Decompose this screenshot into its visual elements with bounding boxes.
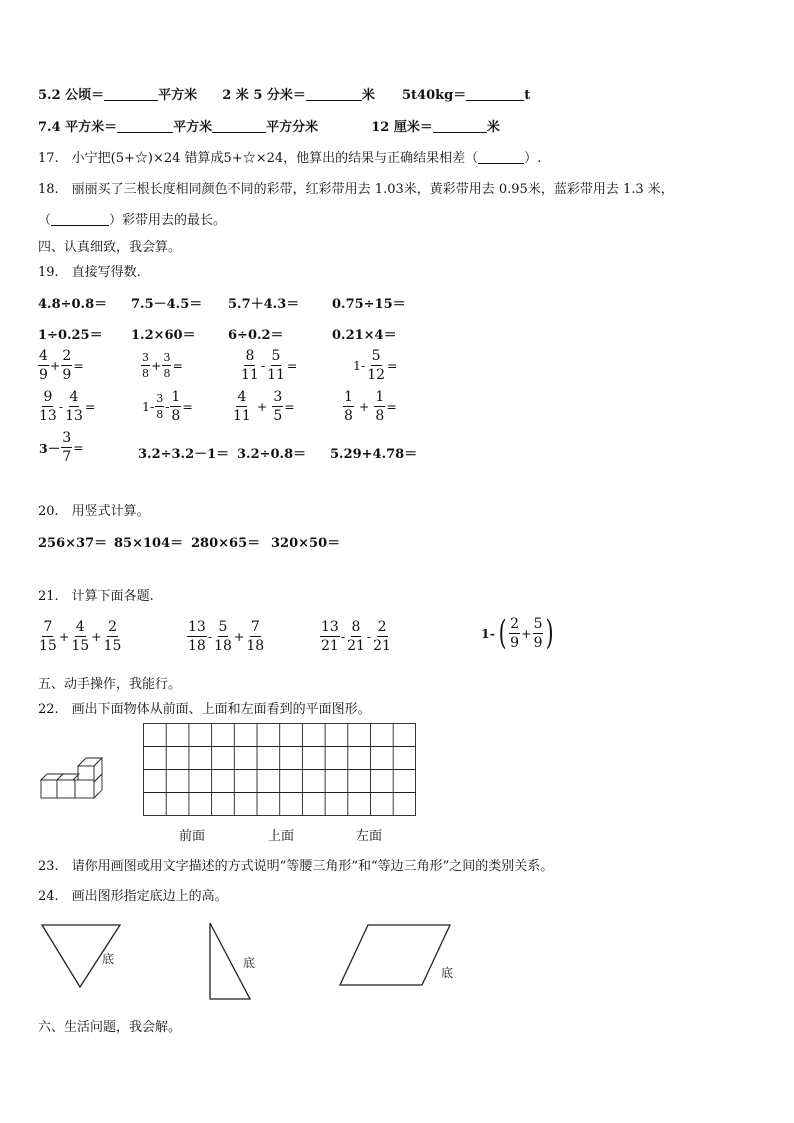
denominator: 11 xyxy=(267,367,285,383)
calc-item: 85×104＝ xyxy=(114,536,184,551)
operator: = xyxy=(172,358,183,373)
conversion-text: 5.2 公顷＝ xyxy=(38,88,105,103)
numerator: 1 xyxy=(375,389,385,405)
denominator: 13 xyxy=(39,408,57,424)
denominator: 8 xyxy=(375,408,385,424)
fraction xyxy=(272,390,283,423)
operator: - xyxy=(340,629,346,644)
denominator: 9 xyxy=(62,367,72,383)
question-18-line-1: 18. 丽丽买了三根长度相同颜色不同的彩带，红彩带用去 1.03米，黄彩带用去 0.95米，蓝彩带用去 1.3 米， xyxy=(38,182,674,197)
fraction xyxy=(533,617,544,650)
numerator: 13 xyxy=(321,619,339,635)
calc-item: 5.29+4.78＝ xyxy=(330,447,418,462)
denominator: 7 xyxy=(62,449,72,465)
denominator: 9 xyxy=(533,634,543,651)
answer-blank[interactable] xyxy=(104,87,158,101)
question-text: ）彩带用去的最长。 xyxy=(109,213,227,228)
operator: + xyxy=(151,358,162,373)
operator: - xyxy=(260,358,266,373)
numerator: 8 xyxy=(351,619,361,635)
operator: 1- xyxy=(353,358,366,373)
answer-blank[interactable] xyxy=(478,150,524,164)
numerator: 8 xyxy=(245,348,255,364)
numerator: 9 xyxy=(43,389,53,405)
denominator: 18 xyxy=(188,638,206,654)
answer-blank[interactable] xyxy=(51,212,109,226)
fraction xyxy=(187,620,207,653)
operator: 3－ xyxy=(39,440,61,456)
question-18-line-2 xyxy=(38,209,226,228)
question-text: ）. xyxy=(524,151,542,166)
numerator: 5 xyxy=(533,615,543,632)
section-heading-6: 六、生活问题，我会解。 xyxy=(38,1020,182,1035)
unit-text: 平方米 xyxy=(158,88,198,103)
conversion-text: 7.4 平方米＝ xyxy=(38,120,118,135)
denominator: 9 xyxy=(39,367,48,383)
fraction xyxy=(509,617,520,650)
question-text: （ xyxy=(38,213,52,228)
numerator: 4 xyxy=(69,389,79,405)
operator: = xyxy=(387,358,398,373)
view-label-left: 左面 xyxy=(356,829,383,844)
numerator: 5 xyxy=(371,348,381,364)
calc-item: 280×65＝ xyxy=(191,536,261,551)
fraction xyxy=(320,620,340,653)
numerator: 4 xyxy=(39,348,48,364)
denominator: 11 xyxy=(241,367,259,383)
parallelogram-shape xyxy=(340,925,450,985)
operator: + xyxy=(521,625,532,641)
numerator: 1 xyxy=(171,389,181,405)
fraction xyxy=(346,620,366,653)
calc-item: 256×37＝ xyxy=(38,536,108,551)
numerator: 4 xyxy=(75,619,85,635)
fraction-calc-item xyxy=(240,349,298,382)
fraction xyxy=(374,390,385,423)
answer-blank[interactable] xyxy=(306,87,362,101)
denominator: 21 xyxy=(347,638,365,654)
numerator: 7 xyxy=(43,619,53,635)
denominator: 8 xyxy=(163,367,171,380)
operator: = xyxy=(182,399,193,414)
operator: = xyxy=(284,399,295,414)
view-label-front: 前面 xyxy=(179,829,206,844)
unit-text: 平方分米 xyxy=(266,120,319,135)
numerator: 4 xyxy=(237,389,247,405)
numerator: 3 xyxy=(156,392,164,405)
denominator: 9 xyxy=(510,634,520,651)
fraction xyxy=(64,390,84,423)
numerator: 3 xyxy=(62,430,72,446)
calc-item: 0.21×4＝ xyxy=(332,328,397,343)
calc-item: 6÷0.2＝ xyxy=(228,328,284,343)
fraction xyxy=(155,393,164,420)
calc-item: 1÷0.25＝ xyxy=(38,328,103,343)
fraction-calc-item xyxy=(141,352,184,379)
unit-text: 米 xyxy=(486,120,500,135)
fraction-calc-item xyxy=(38,390,96,423)
operator: 1- xyxy=(142,399,155,414)
fraction xyxy=(141,352,150,379)
fraction xyxy=(266,349,286,382)
section-heading-5: 五、动手操作，我能行。 xyxy=(38,677,182,692)
numerator: 2 xyxy=(62,348,72,364)
question-24-title: 24. 画出图形指定底边上的高。 xyxy=(38,889,228,904)
operator: + xyxy=(91,629,102,644)
answer-blank[interactable] xyxy=(466,87,524,101)
denominator: 13 xyxy=(65,408,83,424)
denominator: 8 xyxy=(156,408,164,421)
fraction xyxy=(61,349,72,382)
operator: - xyxy=(58,399,64,414)
operator: ( xyxy=(498,613,507,653)
fraction-calc-item xyxy=(38,349,85,382)
fraction xyxy=(170,390,181,423)
operator: + xyxy=(233,629,245,644)
drawing-grid[interactable] xyxy=(143,723,417,817)
numerator: 3 xyxy=(142,351,149,364)
fraction-calc-item xyxy=(352,349,399,382)
section-heading-4: 四、认真细致，我会算。 xyxy=(38,240,182,255)
cube-stack-figure xyxy=(38,750,106,800)
numerator: 2 xyxy=(377,619,387,635)
fraction-calc-item xyxy=(232,390,296,423)
numerator: 2 xyxy=(510,615,520,632)
operator: = xyxy=(84,399,96,414)
operator: + xyxy=(58,629,70,644)
fraction-calc-item xyxy=(141,390,194,423)
unit-text: t xyxy=(524,88,531,103)
operator: - xyxy=(165,399,170,414)
operator: - xyxy=(207,629,213,644)
denominator: 11 xyxy=(233,408,251,424)
unit-text: 平方米 xyxy=(173,120,213,135)
fraction xyxy=(213,620,233,653)
fraction xyxy=(38,620,58,653)
calc-item: 1.2×60＝ xyxy=(131,328,196,343)
fraction xyxy=(38,390,58,423)
denominator: 15 xyxy=(71,638,90,654)
shapes-figure xyxy=(38,915,468,1005)
operator: - xyxy=(366,629,372,644)
denominator: 8 xyxy=(344,408,353,424)
answer-blank[interactable] xyxy=(117,119,173,133)
numerator: 1 xyxy=(344,389,353,405)
fraction xyxy=(366,349,386,382)
conversion-text: 5t40kg＝ xyxy=(401,88,467,103)
question-17 xyxy=(38,147,541,166)
calc-item: 3.2÷3.2－1＝ xyxy=(138,447,230,462)
question-text: 17. 小宁把(5+☆)×24 错算成5+☆×24，他算出的结果与正确结果相差（ xyxy=(38,151,479,166)
fraction xyxy=(103,620,123,653)
fraction xyxy=(61,431,72,464)
denominator: 8 xyxy=(142,367,149,380)
operator: 1- xyxy=(481,625,495,641)
operator: + xyxy=(256,399,268,414)
conversion-text: 2 米 5 分米＝ xyxy=(222,88,306,103)
operator: = xyxy=(386,399,397,414)
denominator: 12 xyxy=(367,367,386,383)
numerator: 13 xyxy=(188,619,206,635)
denominator: 5 xyxy=(273,408,283,424)
fraction-expression xyxy=(320,620,392,653)
denominator: 21 xyxy=(373,638,391,654)
numerator: 7 xyxy=(250,619,260,635)
answer-blank[interactable] xyxy=(212,119,266,133)
fraction xyxy=(232,390,252,423)
numerator: 3 xyxy=(163,351,171,364)
operator: = xyxy=(73,358,84,373)
fraction-expression xyxy=(38,620,122,653)
base-label: 底 xyxy=(102,952,115,966)
view-label-top: 上面 xyxy=(268,829,295,844)
answer-blank[interactable] xyxy=(433,119,487,133)
base-label: 底 xyxy=(441,966,454,980)
fraction xyxy=(240,349,260,382)
question-19-title: 19. 直接写得数. xyxy=(38,265,141,280)
fraction xyxy=(245,620,265,653)
conversion-row-1 xyxy=(38,84,530,103)
fraction xyxy=(343,390,354,423)
operator: + xyxy=(358,399,370,414)
question-22-title: 22. 画出下面物体从前面、上面和左面看到的平面图形。 xyxy=(38,702,371,717)
question-21-title: 21. 计算下面各题. xyxy=(38,589,154,604)
calc-item: 320×50＝ xyxy=(271,536,341,551)
numerator: 5 xyxy=(271,348,281,364)
calc-item: 0.75÷15＝ xyxy=(332,297,406,312)
denominator: 18 xyxy=(246,638,265,654)
fraction-calc-item xyxy=(343,390,398,423)
operator: + xyxy=(49,358,61,373)
fraction xyxy=(38,349,49,382)
calc-item: 4.8÷0.8＝ xyxy=(38,297,108,312)
operator: = xyxy=(73,440,84,455)
operator: = xyxy=(286,358,298,373)
denominator: 18 xyxy=(214,638,232,654)
base-label: 底 xyxy=(243,956,256,970)
numerator: 2 xyxy=(108,619,117,635)
calc-item: 5.7＋4.3＝ xyxy=(228,297,300,312)
calc-item: 7.5－4.5＝ xyxy=(131,297,203,312)
fraction xyxy=(372,620,392,653)
unit-text: 米 xyxy=(361,88,375,103)
fraction-expression xyxy=(187,620,265,653)
conversion-row-2 xyxy=(38,116,500,135)
numerator: 5 xyxy=(218,619,228,635)
denominator: 15 xyxy=(103,638,122,654)
question-23: 23. 请你用画图或用文字描述的方式说明“等腰三角形”和“等边三角形”之间的类别关系。 xyxy=(38,859,554,874)
denominator: 21 xyxy=(321,638,339,654)
question-20-title: 20. 用竖式计算。 xyxy=(38,504,150,519)
numerator: 3 xyxy=(273,389,283,405)
fraction-expression xyxy=(480,613,557,653)
fraction xyxy=(70,620,90,653)
conversion-text: 12 厘米＝ xyxy=(371,120,433,135)
calc-item: 3.2÷0.8＝ xyxy=(237,447,307,462)
fraction-calc-item xyxy=(38,431,85,464)
denominator: 15 xyxy=(39,638,57,654)
operator: ) xyxy=(546,613,555,653)
denominator: 8 xyxy=(171,408,181,424)
